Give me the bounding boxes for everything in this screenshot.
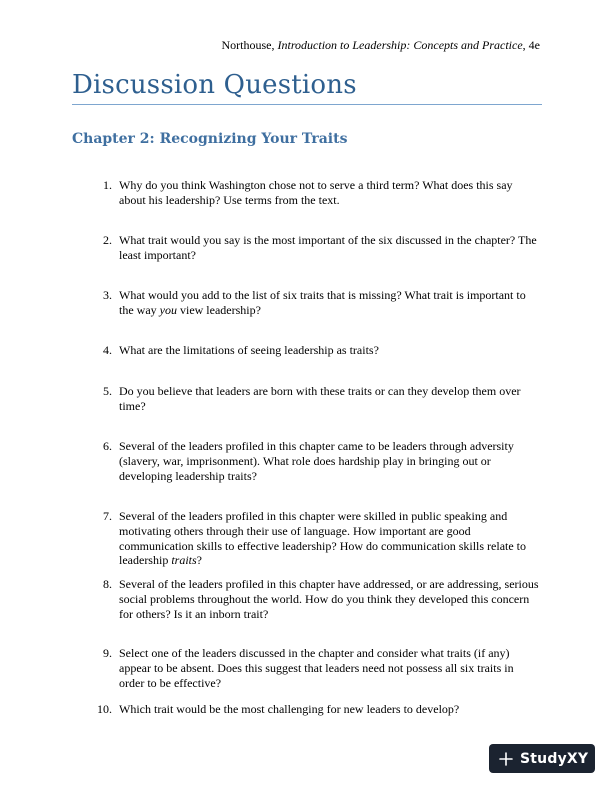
- question-number: 3.: [103, 288, 112, 302]
- question-number: 1.: [103, 178, 112, 192]
- question-number: 6.: [103, 439, 112, 453]
- question-number: 10.: [97, 702, 112, 716]
- question-text-emphasis: you: [159, 302, 177, 317]
- question-text: Which trait would be the most challenging for new leaders to develop?: [119, 702, 460, 716]
- question-text: Several of the leaders profiled in this chapter have addressed, or are addressing, serious social problems throughout the world. How do you think they developed this concern for others? Is it an inborn trait?: [119, 577, 539, 621]
- question-number: 2.: [103, 233, 112, 247]
- chapter-heading: Chapter 2: Recognizing Your Traits: [72, 131, 348, 147]
- header-book-title: Introduction to Leadership: Concepts and Practice: [277, 38, 523, 52]
- header-author: Northouse,: [221, 38, 278, 52]
- plus-icon: [499, 752, 513, 766]
- question-text: What are the limitations of seeing leadership as traits?: [119, 343, 379, 357]
- question-text-part: view leadership?: [176, 302, 261, 317]
- page-title: Discussion Questions: [72, 70, 357, 100]
- question-number: 7.: [103, 509, 112, 523]
- question-number: 9.: [103, 646, 112, 660]
- question-text: [119, 288, 539, 318]
- question-number: 5.: [103, 384, 112, 398]
- question-text: Several of the leaders profiled in this chapter came to be leaders through adversity (slavery, war, imprisonment). What role does hardship play in bringing out or developing leadership traits?: [119, 439, 514, 483]
- question-text-part: Several of the leaders profiled in this chapter were skilled in public speaking and motivating others through their use of language. How important are good communication skills to effective leadership? How do communication skills relate to leadership: [119, 509, 527, 568]
- question-text: Select one of the leaders discussed in the chapter and consider what traits (if any) appear to be absent. Does this suggest that leaders need not possess all six traits in order to be effective?: [119, 646, 514, 690]
- studyxy-badge[interactable]: [489, 744, 595, 773]
- header-edition: , 4e: [522, 38, 540, 52]
- badge-label: StudyXY: [520, 750, 589, 767]
- question-text-emphasis: traits: [171, 553, 197, 568]
- question-text-part: ?: [196, 553, 202, 568]
- question-text-part: What would you add to the list of six traits that is missing? What trait is important to the way: [119, 288, 526, 317]
- question-text: Why do you think Washington chose not to serve a third term? What does this say about his leadership? Use terms from the text.: [119, 178, 513, 207]
- question-text: [119, 509, 539, 568]
- question-number: 4.: [103, 343, 112, 357]
- question-text: What trait would you say is the most important of the six discussed in the chapter? The least important?: [119, 233, 537, 262]
- question-text: Do you believe that leaders are born with these traits or can they develop them over time?: [119, 384, 521, 413]
- question-number: 8.: [103, 577, 112, 591]
